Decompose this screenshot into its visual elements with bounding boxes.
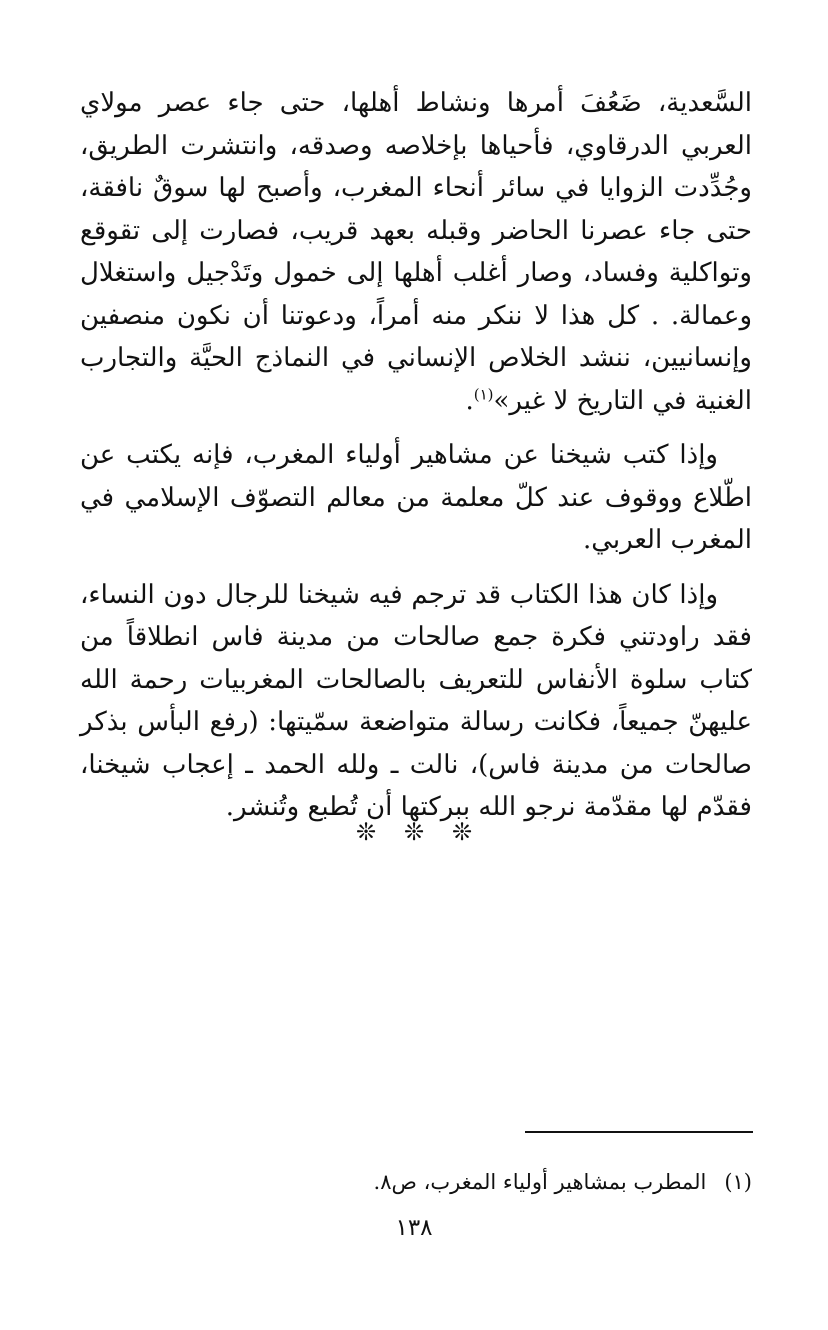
paragraph-2 bbox=[80, 434, 752, 562]
separator-ornament-3: ❊ bbox=[451, 818, 473, 846]
paragraph-1 bbox=[80, 82, 752, 422]
footnote-text: المطرب بمشاهير أولياء المغرب، ص٨. bbox=[373, 1170, 707, 1194]
footnote-divider bbox=[525, 1131, 753, 1133]
separator-ornament-2: ❊ bbox=[403, 818, 425, 846]
footnote-number: (١) bbox=[724, 1170, 752, 1194]
paragraph-1-text: السَّعدية، ضَعُفَ أمرها ونشاط أهلها، حتى جاء عصر مولاي العربي الدرقاوي، فأحياها بإخلاصه وصدقه، وانتشرت الطريق، وجُدِّدت الزوايا في سائر أنحاء المغرب، وأصبح لها سوقٌ نافقة، حتى جاء عصرنا الحاضر وقبله بعهد قريب، فصارت إلى تقوقع وتواكلية وفساد، وصار أغلب أهلها إلى خمول وتَدْجيل واستغلال وعمالة. . كل هذا لا ننكر منه أمراً، ودعوتنا أن نكون منصفين وإنسانيين، ننشد الخلاص الإنساني في النماذج الحيَّة والتجارب الغنية في التاريخ لا غير» bbox=[80, 88, 752, 416]
footnote bbox=[80, 1166, 752, 1198]
paragraph-1-tail: . bbox=[465, 385, 474, 416]
paragraph-3 bbox=[80, 574, 752, 829]
page-body bbox=[80, 82, 752, 829]
paragraph-3-text: وإذا كان هذا الكتاب قد ترجم فيه شيخنا للرجال دون النساء، فقد راودتني فكرة جمع صالحات من مدينة فاس انطلاقاً من كتاب سلوة الأنفاس للتعريف بالصالحات المغربيات رحمة الله عليهنّ جميعاً، فكانت رسالة متواضعة سمّيتها: (رفع البأس بذكر صالحات من مدينة فاس)، نالت ـ ولله الحمد ـ إعجاب شيخنا، فقدّم لها مقدّمة نرجو الله ببركتها أن تُطبع وتُنشر. bbox=[80, 579, 752, 822]
separator-ornament-1: ❊ bbox=[355, 818, 377, 846]
page-number: ١٣٨ bbox=[395, 1215, 433, 1241]
paragraph-2-text: وإذا كتب شيخنا عن مشاهير أولياء المغرب، فإنه يكتب عن اطّلاع ووقوف عند كلّ معلمة من معالم التصوّف الإسلامي في المغرب العربي. bbox=[80, 440, 752, 555]
section-separator bbox=[0, 818, 828, 846]
footnote-reference[interactable]: (١) bbox=[473, 384, 494, 403]
